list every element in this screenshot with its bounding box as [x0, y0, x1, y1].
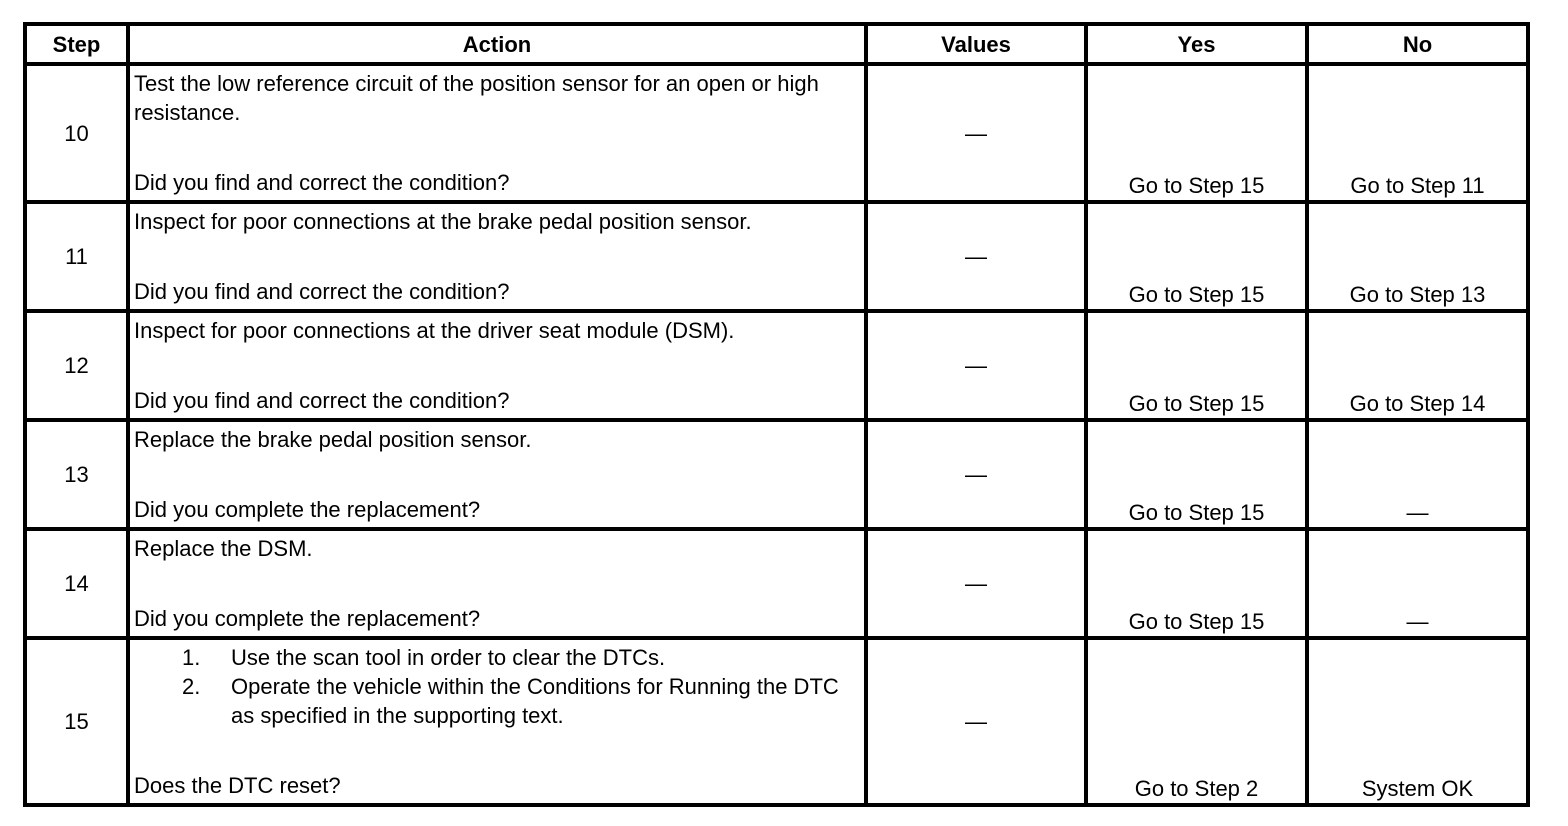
- action-question: Did you find and correct the condition?: [134, 388, 510, 413]
- step-number: 13: [25, 420, 128, 529]
- yes-result: Go to Step 15: [1086, 202, 1307, 311]
- step-number: 11: [25, 202, 128, 311]
- list-item-text: Operate the vehicle within the Conditions for Running the DTC as specified in the supporting text.: [231, 674, 839, 728]
- action-cell: [128, 311, 866, 420]
- action-cell: [128, 529, 866, 638]
- action-step-list: [134, 643, 860, 730]
- table-row: [25, 638, 1528, 805]
- action-instruction: Replace the brake pedal position sensor.: [134, 427, 532, 452]
- values-cell: —: [866, 202, 1086, 311]
- list-item: [134, 672, 860, 730]
- action-instruction: Inspect for poor connections at the driver seat module (DSM).: [134, 318, 735, 343]
- table-row: [25, 202, 1528, 311]
- action-question: Did you find and correct the condition?: [134, 279, 510, 304]
- action-cell: [128, 202, 866, 311]
- header-yes: Yes: [1086, 24, 1307, 64]
- no-result: Go to Step 13: [1307, 202, 1528, 311]
- action-cell: [128, 420, 866, 529]
- step-number: 12: [25, 311, 128, 420]
- list-item: [134, 643, 860, 672]
- yes-result: Go to Step 15: [1086, 64, 1307, 202]
- header-values: Values: [866, 24, 1086, 64]
- table-row: [25, 529, 1528, 638]
- yes-result: Go to Step 15: [1086, 420, 1307, 529]
- values-cell: —: [866, 638, 1086, 805]
- table-row: [25, 64, 1528, 202]
- no-result: System OK: [1307, 638, 1528, 805]
- action-question: Did you find and correct the condition?: [134, 170, 510, 195]
- action-instruction: Replace the DSM.: [134, 536, 313, 561]
- table-row: [25, 420, 1528, 529]
- no-result: Go to Step 14: [1307, 311, 1528, 420]
- no-result: Go to Step 11: [1307, 64, 1528, 202]
- header-step: Step: [25, 24, 128, 64]
- yes-result: Go to Step 15: [1086, 311, 1307, 420]
- list-item-number: 1.: [182, 645, 201, 670]
- no-result: —: [1307, 420, 1528, 529]
- yes-result: Go to Step 15: [1086, 529, 1307, 638]
- step-number: 14: [25, 529, 128, 638]
- action-instruction: Test the low reference circuit of the position sensor for an open or high resistance.: [134, 71, 819, 125]
- header-action: Action: [128, 24, 866, 64]
- yes-result: Go to Step 2: [1086, 638, 1307, 805]
- list-item-text: Use the scan tool in order to clear the DTCs.: [231, 645, 666, 670]
- diagnostic-table: [23, 22, 1530, 807]
- values-cell: —: [866, 529, 1086, 638]
- step-number: 10: [25, 64, 128, 202]
- action-instruction: Inspect for poor connections at the brake pedal position sensor.: [134, 209, 752, 234]
- list-item-number: 2.: [182, 674, 201, 699]
- values-cell: —: [866, 64, 1086, 202]
- header-no: No: [1307, 24, 1528, 64]
- header-row: [25, 24, 1528, 64]
- table-row: [25, 311, 1528, 420]
- action-question: Did you complete the replacement?: [134, 497, 481, 522]
- values-cell: —: [866, 420, 1086, 529]
- values-cell: —: [866, 311, 1086, 420]
- no-result: —: [1307, 529, 1528, 638]
- action-question: Does the DTC reset?: [134, 773, 341, 798]
- step-number: 15: [25, 638, 128, 805]
- action-cell: [128, 64, 866, 202]
- action-question: Did you complete the replacement?: [134, 606, 481, 631]
- action-cell: [128, 638, 866, 805]
